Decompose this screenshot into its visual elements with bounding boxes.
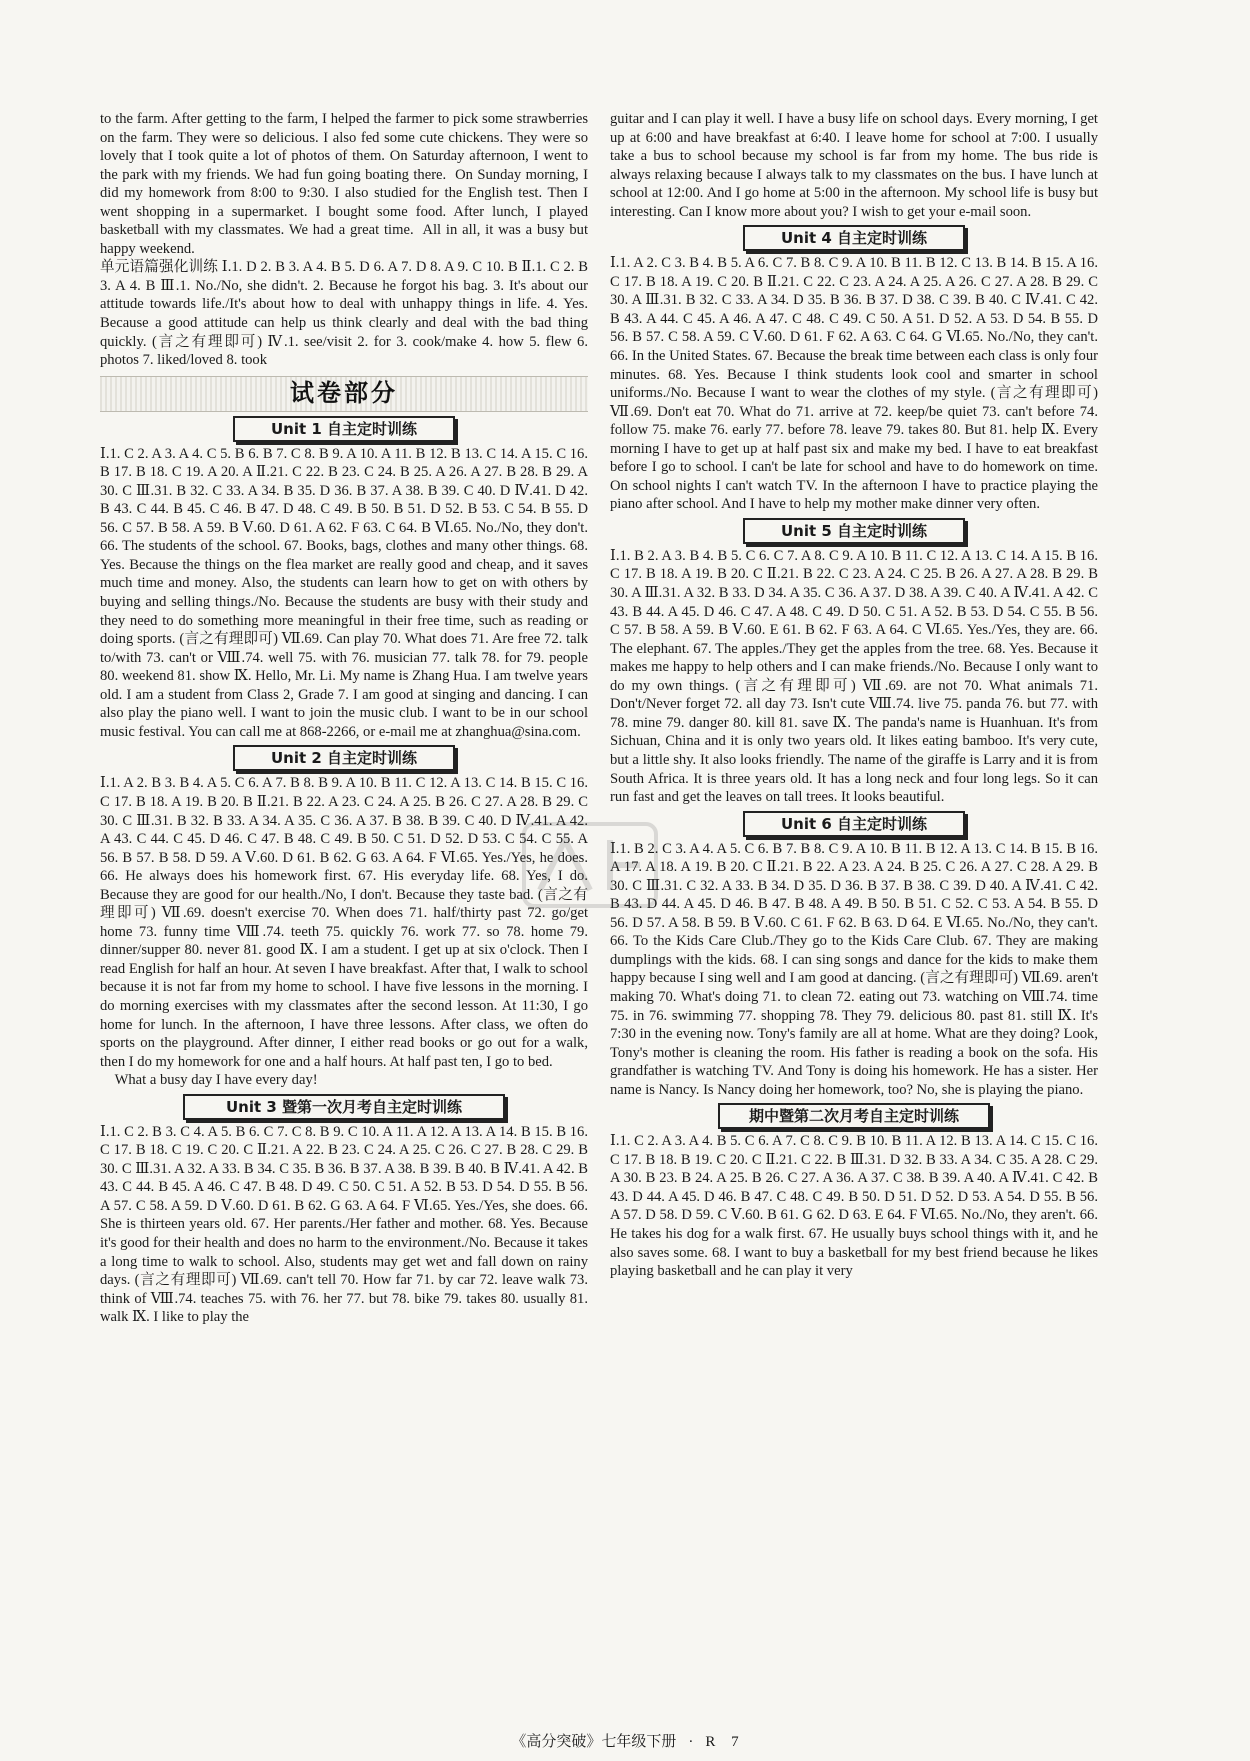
unit3-essay-continuation: to the farm. After getting to the farm, I helped the farmer to pick some strawberries on the farm. They were so delicious. I also fed some cute chickens. They were so lovely that I took quite a lot of photos of them. On Saturday afternoon, I went to the park with my friends. We had fun going boating there. On Sunday morning, I did my homework from 8:00 to 9:30. I also studied for the English test. Then I went shopping in a supermarket. I bought some food. After lunch, I played basketball with my classmates. We had a great time. All in all, it was a busy but happy weekend. <box>100 111 592 257</box>
unit1-heading: Unit 1 自主定时训练 <box>233 416 455 442</box>
unit4-heading: Unit 4 自主定时训练 <box>743 225 965 251</box>
unit3-essay-ending: guitar and I can play it well. I have a busy life on school days. Every morning, I get up at 6:00 and have breakfast at 6:40. I leave home for school at 7:00. I usually take a bus to school because my school is far from my home. The bus ride is always relaxing because I always talk to my classmates on the bus. I have lunch at school at 12:00. And I go home at 5:00 in the afternoon. My school life is busy but interesting. Can I know more about you? I wish to get your e-mail soon. <box>610 111 1102 220</box>
unit3-answers: Ⅰ.1. C 2. B 3. C 4. A 5. B 6. C 7. C 8. B 9. C 10. A 11. A 12. A 13. A 14. B 15. B 16. C 17. B 18. C 19. C 20. C Ⅱ.21. A 22. B 23. C 24. A 25. C 26. C 27. B 28. C 29. B 30. C Ⅲ.31. A 32. A 33. B 34. C 35. B 36. B 37. A 38. B 39. B 40. B Ⅳ.41. A 42. B 43. C 44. B 45. A 46. C 47. B 48. D 49. C 50. C 51. A 52. B 53. D 54. D 55. B 56. A 57. C 58. A 59. D Ⅴ.60. D 61. B 62. G 63. A 64. F Ⅵ.65. Yes./Yes, she does. 66. She is thirteen years old. 67. Her parents./Her father and mother. 68. Yes. Because it's good for their health and does no harm to the environment./No. Because it takes a long time to walk to school. Also, students may get wet and fall down on rainy days. (言之有理即可) Ⅶ.69. can't tell 70. How far 71. by car 72. leave walk 73. think of Ⅷ.74. teaches 75. with 76. her 77. but 78. bike 79. takes 80. usually 81. walk Ⅸ. I like to play the <box>100 1123 592 1326</box>
left-column <box>100 110 592 1327</box>
unit-review-answers: 单元语篇强化训练 Ⅰ.1. D 2. B 3. A 4. B 5. D 6. A 7. D 8. A 9. C 10. B Ⅱ.1. C 2. B 3. A 4. B Ⅲ.1. No./No, she didn't. 2. Because he forgot his bag. 3. It's about our attitude towards life./It's about how to deal with unhappy things in life. 4. Yes. Because a good attitude can help us think clearly and deal with the bad thing quickly. (言之有理即可) Ⅳ.1. see/visit 2. for 3. cook/make 4. how 5. flew 6. photos 7. liked/loved 8. took <box>100 259 592 369</box>
right-column <box>610 110 1102 1281</box>
unit5-answers: Ⅰ.1. B 2. A 3. B 4. B 5. C 6. C 7. A 8. C 9. A 10. B 11. C 12. A 13. C 14. A 15. B 16. C 17. B 18. A 19. B 20. C Ⅱ.21. B 22. C 23. A 24. C 25. B 26. A 27. A 28. B 29. B 30. A Ⅲ.31. A 32. B 33. D 34. A 35. C 36. A 37. D 38. A 39. C 40. A Ⅳ.41. A 42. C 43. B 44. A 45. D 46. C 47. A 48. C 49. D 50. C 51. A 52. B 53. D 54. C 55. B 56. C 57. B 58. A 59. B Ⅴ.60. E 61. B 62. F 63. A 64. C Ⅵ.65. Yes./Yes, they are. 66. The elephant. 67. The apples./They get the apples from the tree. 68. Yes. Because it makes me happy to help others and I can make friends./No. Because I only want to do my own things. (言之有理即可) Ⅶ.69. are not 70. What animals 71. Don't/Never forget 72. all day 73. Isn't cute Ⅷ.74. live 75. panda 76. but 77. with 78. mine 79. danger 80. kill 81. save Ⅸ. The panda's name is Huanhuan. It's from Sichuan, China and it is only two years old. It likes eating bamboo. It's very cute, but a little shy. It also looks friendly. The name of the giraffe is Larry and it is from South Africa. It is three years old. It has a long neck and four long legs. So it can run fast and get the leaves on tall trees. It looks beautiful. <box>610 547 1102 806</box>
footer-edition: R <box>705 1734 716 1750</box>
midterm-heading: 期中暨第二次月考自主定时训练 <box>718 1103 990 1129</box>
unit4-answers: Ⅰ.1. A 2. C 3. B 4. B 5. A 6. C 7. B 8. C 9. A 10. B 11. B 12. C 13. B 14. B 15. A 16. C 17. B 18. A 19. C 20. B Ⅱ.21. C 22. C 23. A 24. A 25. A 26. C 27. A 28. B 29. C 30. A Ⅲ.31. B 32. C 33. A 34. D 35. B 36. B 37. D 38. C 39. B 40. C Ⅳ.41. C 42. B 43. A 44. C 45. A 46. A 47. C 48. C 49. C 50. A 51. D 52. A 53. D 54. B 55. D 56. B 57. C 58. A 59. C Ⅴ.60. D 61. F 62. A 63. C 64. G Ⅵ.65. No./No, they can't. 66. In the United States. 67. Because the break time between each class is only four minutes. 68. Yes. Because I think students look cool and smarter in school uniforms./No. Because I want to wear the clothes of my style. (言之有理即可) Ⅶ.69. Don't eat 70. What do 71. arrive at 72. keep/be quiet 73. can't before 74. follow 75. make 76. early 77. before 78. leave 79. takes 80. But 81. help Ⅸ. Every morning I have to get up at half past six and make my bed. I have to eat breakfast before I go to school. I can't be late for school and have to do homework on time. On school nights I can't watch TV. In the afternoon I have to practice playing the piano after school. And I have to help my mother make dinner very often. <box>610 255 1102 513</box>
unit6-heading: Unit 6 自主定时训练 <box>743 811 965 837</box>
footer-book-title: 《高分突破》七年级下册 <box>511 1734 677 1750</box>
midterm-answers: Ⅰ.1. C 2. A 3. A 4. B 5. C 6. A 7. C 8. C 9. B 10. B 11. A 12. B 13. A 14. C 15. C 16. C 17. B 18. B 19. C 20. C Ⅱ.21. C 22. B Ⅲ.31. D 32. B 33. A 34. C 35. A 28. C 29. A 30. B 23. B 24. A 25. B 26. C 27. A 36. A 37. C 38. B 39. A 40. A Ⅳ.41. C 42. B 43. D 44. A 45. D 46. B 47. C 48. C 49. B 50. D 51. D 52. D 53. A 54. D 55. B 56. A 57. D 58. D 59. C Ⅴ.60. B 61. G 62. D 63. E 64. F Ⅵ.65. No./No, they aren't. 66. He takes his dog for a walk first. 67. He usually buys school things with it, and he also saves some. 68. I want to buy a basketball for my best friend because he likes playing basketball and he can play it very <box>610 1133 1102 1280</box>
page-footer: 《高分突破》七年级下册 · R 7 <box>511 1734 739 1750</box>
unit1-answers: Ⅰ.1. C 2. A 3. A 4. C 5. B 6. B 7. C 8. B 9. A 10. A 11. B 12. B 13. C 14. A 15. C 16. B 17. B 18. C 19. A 20. A Ⅱ.21. C 22. B 23. C 24. B 25. A 26. A 27. B 28. B 29. A 30. C Ⅲ.31. B 32. C 33. A 34. B 35. D 36. B 37. A 38. B 39. C 40. D Ⅳ.41. D 42. B 43. C 44. B 45. C 46. B 47. D 48. C 49. B 50. B 51. D 52. B 53. C 54. B 55. D 56. C 57. B 58. A 59. B Ⅴ.60. D 61. A 62. F 63. C 64. B Ⅵ.65. No./No, they don't. 66. The students of the school. 67. Books, bags, clothes and many other things. 68. Yes. Because the things on the flea market are really good and cheap, and it saves much time and money. Also, the students can learn how to get on with others by buying and selling things./No. Because the students are busy with their study and they need to do something more meaningful in their free time, such as reading or doing sports. (言之有理即可) Ⅶ.69. Can play 70. What does 71. Are free 72. talk to/with 73. can't or Ⅷ.74. well 75. with 76. musician 77. talk 78. for 79. people 80. weekend 81. show Ⅸ. Hello, Mr. Li. My name is Zhang Hua. I am twelve years old. I am a student from Class 2, Grade 7. I am good at singing and dancing. I can also play the piano well. I want to join the music club. I want to be in our school music festival. You can call me at 868-2266, or e-mail me at zhanghua@sina.com. <box>100 445 592 740</box>
unit6-answers: Ⅰ.1. B 2. C 3. A 4. A 5. C 6. B 7. B 8. C 9. A 10. B 11. B 12. A 13. C 14. B 15. B 16. A 17. A 18. A 19. B 20. C Ⅱ.21. B 22. A 23. A 24. B 25. C 26. A 27. C 28. A 29. B 30. C Ⅲ.31. C 32. A 33. B 34. D 35. D 36. B 37. B 38. C 39. D 40. A Ⅳ.41. C 42. B 43. D 44. A 45. D 46. B 47. B 48. A 49. B 50. B 51. C 52. C 53. A 54. B 55. D 56. D 57. A 58. B 59. B Ⅴ.60. C 61. F 62. B 63. D 64. E Ⅵ.65. No./No, they can't. 66. To the Kids Care Club./They go to the Kids Care Club. 67. They are making dumplings with the kids. 68. I can sing songs and dance for the kids to make them happy because I sing well and I am good at dancing. (言之有理即可) Ⅶ.69. aren't making 70. What's doing 71. to clean 72. eating out 73. watching on Ⅷ.74. time 75. in 76. swimming 77. shopping 78. They 79. delicious 80. past 81. still Ⅸ. It's 7:30 in the evening now. Tony's family are all at home. What are they doing? Look, Tony's mother is cleaning the room. His father is reading a book on the sofa. His grandfather is watching TV. And Tony is doing his homework. He has a sister. Her name is Nancy. Is Nancy doing her homework, too? No, she is playing the piano. <box>610 840 1102 1098</box>
section-banner <box>100 376 588 412</box>
unit2-heading: Unit 2 自主定时训练 <box>233 745 455 771</box>
unit2-answers: Ⅰ.1. A 2. B 3. B 4. A 5. C 6. A 7. B 8. B 9. A 10. B 11. C 12. A 13. C 14. B 15. C 16. C 17. B 18. A 19. B 20. B Ⅱ.21. B 22. A 23. C 24. A 25. B 26. C 27. A 28. B 29. C 30. C Ⅲ.31. B 32. B 33. A 34. A 35. C 36. A 37. B 38. B 39. C 40. D Ⅳ.41. A 42. A 43. C 44. C 45. D 46. C 47. B 48. C 49. B 50. C 51. D 52. D 53. C 54. C 55. A 56. B 57. B 58. D 59. A Ⅴ.60. D 61. B 62. G 63. A 64. F Ⅵ.65. Yes./Yes, he does. 66. He always does his homework first. 67. His everyday life. 68. Yes, I do. Because they are good for our health./No, I don't. Because they taste bad. (言之有理即可) Ⅶ.69. doesn't exercise 70. When does 71. half/thirty past 72. go/get home 73. funny time Ⅷ.74. teeth 75. quickly 76. work 77. so 78. home 79. dinner/supper 80. never 81. good Ⅸ. I am a student. I get up at six o'clock. Then I read English for half an hour. At seven I have breakfast. After that, I walk to school because it is not far from my home to school. I have five lessons in the morning. I do morning exercises with my classmates after the second lesson. At 11:30, I go home for lunch. In the afternoon, I have three lessons. After class, we often do sports on the playground. After dinner, I either read books or go out for a walk, then I do my homework for one and a half hours. At half past ten, I go to bed. What a busy day I have every day! <box>100 775 588 1089</box>
page-number: 7 <box>731 1734 739 1750</box>
unit5-heading: Unit 5 自主定时训练 <box>743 518 965 544</box>
unit3-heading: Unit 3 暨第一次月考自主定时训练 <box>183 1094 505 1120</box>
section-title: 试卷部分 <box>290 379 398 408</box>
